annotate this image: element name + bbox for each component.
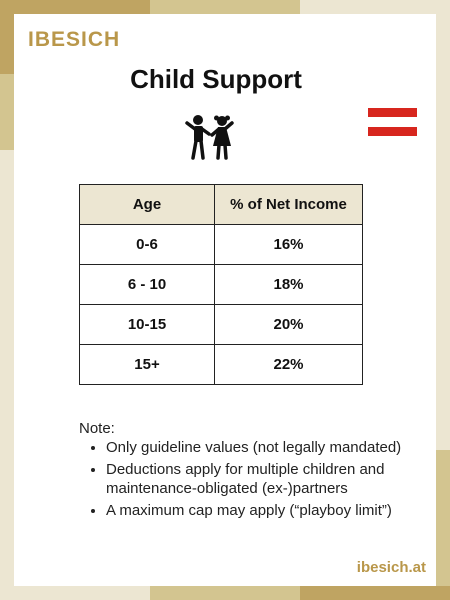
- bg-block: [150, 586, 300, 600]
- children-icon: [184, 114, 236, 162]
- child-support-table: [79, 184, 363, 385]
- list-item: • Deductions apply for multiple children and maintenance-obligated (ex-)partners: [106, 460, 436, 499]
- age-cell: 0-6: [80, 225, 215, 265]
- table-row: [80, 305, 363, 345]
- percent-cell: 22%: [215, 345, 363, 385]
- table-header-row: [80, 185, 363, 225]
- table-row: [80, 225, 363, 265]
- bg-block: [0, 150, 14, 600]
- age-cell: 10-15: [80, 305, 215, 345]
- bg-block: [0, 0, 150, 14]
- content-card: [14, 14, 436, 586]
- austrian-flag-icon: [368, 108, 417, 136]
- bg-block: [436, 14, 450, 450]
- note-label: Note:: [79, 420, 115, 437]
- website-link[interactable]: ibesich.at: [356, 559, 426, 576]
- bg-block: [300, 0, 450, 14]
- brand-logo: IBESICH: [28, 28, 121, 51]
- column-header-age: Age: [80, 185, 215, 225]
- list-item: • A maximum cap may apply (“playboy limit”): [106, 501, 436, 521]
- column-header-percent: % of Net Income: [215, 185, 363, 225]
- page-title: Child Support: [130, 64, 302, 94]
- age-cell: 6 - 10: [80, 265, 215, 305]
- bg-block: [150, 0, 300, 14]
- bg-block: [436, 450, 450, 600]
- percent-cell: 20%: [215, 305, 363, 345]
- percent-cell: 18%: [215, 265, 363, 305]
- bg-block: [0, 586, 150, 600]
- list-item: • Only guideline values (not legally mandated): [106, 438, 436, 458]
- notes-list: [86, 438, 436, 522]
- age-cell: 15+: [80, 345, 215, 385]
- table-row: [80, 265, 363, 305]
- table-row: [80, 345, 363, 385]
- bg-block: [0, 14, 14, 74]
- bg-block: [300, 586, 450, 600]
- percent-cell: 16%: [215, 225, 363, 265]
- bg-block: [0, 74, 14, 150]
